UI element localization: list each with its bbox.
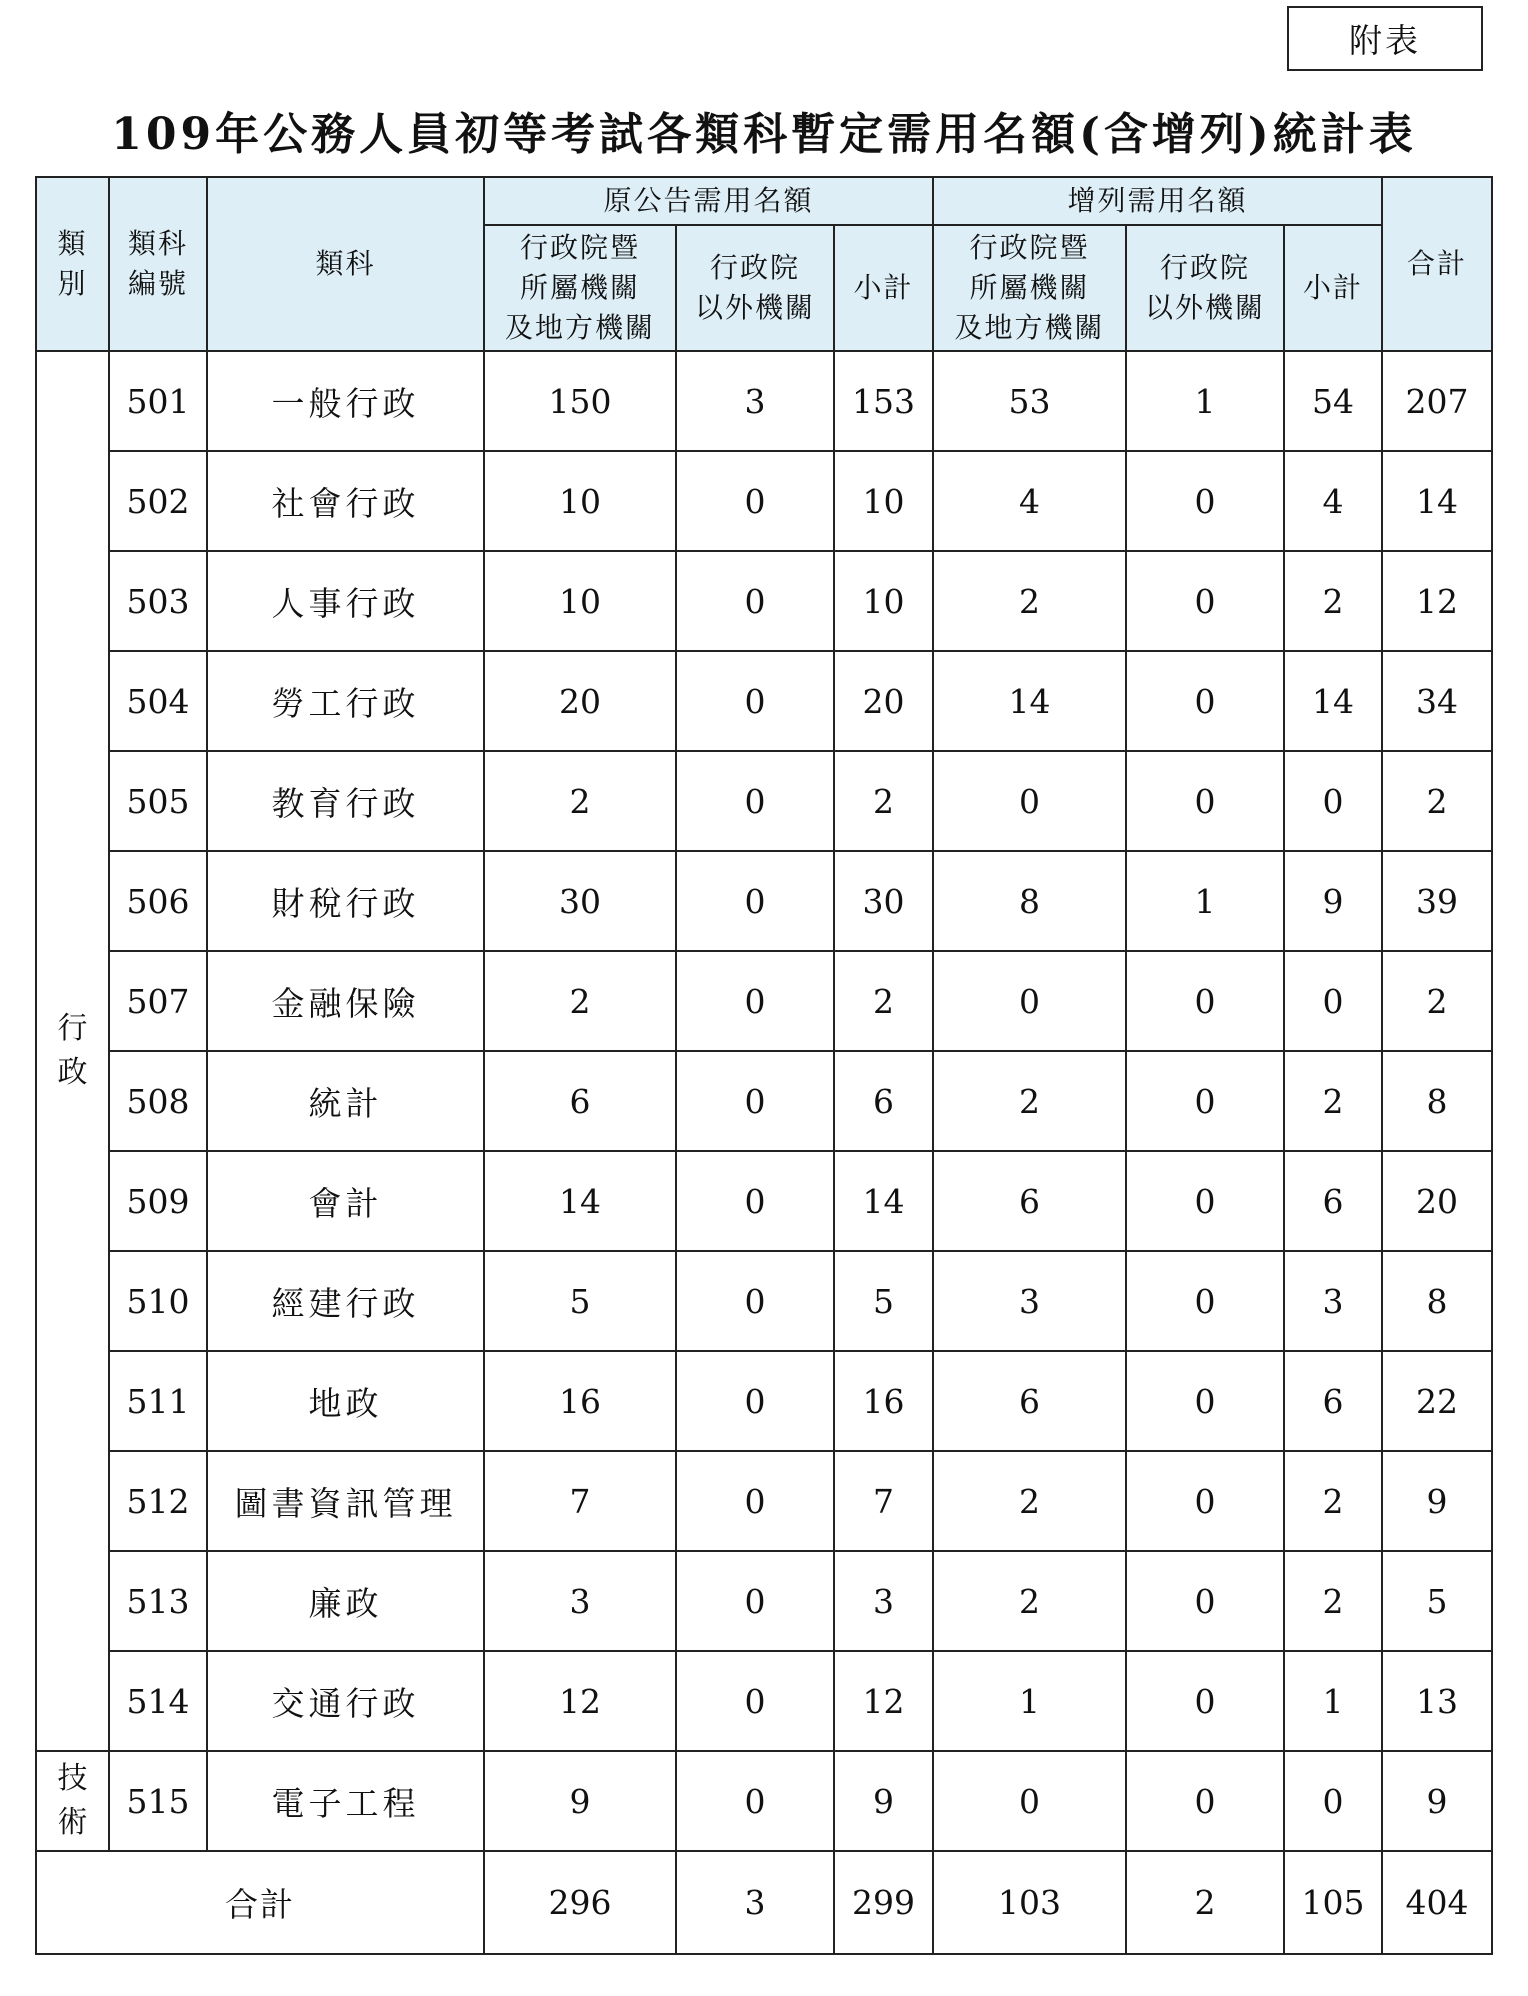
subject-code: 503	[109, 551, 207, 651]
orig-non-exec-cell: 0	[676, 1451, 834, 1551]
add-exec-cell: 0	[933, 951, 1126, 1051]
orig-subtotal-cell: 16	[834, 1351, 933, 1451]
add-exec-cell: 14	[933, 651, 1126, 751]
add-exec-cell: 6	[933, 1351, 1126, 1451]
add-non-exec-cell: 0	[1126, 1351, 1284, 1451]
subject-code: 501	[109, 351, 207, 451]
header-orig-non-exec: 行政院 以外機關	[676, 225, 834, 351]
orig-subtotal-cell: 3	[834, 1551, 933, 1651]
subject-name: 教育行政	[207, 751, 484, 851]
page-title: 109年公務人員初等考試各類科暫定需用名額(含增列)統計表	[111, 109, 1417, 160]
add-non-exec-cell: 0	[1126, 451, 1284, 551]
subject-code: 515	[109, 1751, 207, 1851]
subject-name: 會計	[207, 1151, 484, 1251]
add-exec-cell: 2	[933, 1551, 1126, 1651]
add-non-exec-cell: 0	[1126, 651, 1284, 751]
orig-non-exec-cell: 0	[676, 751, 834, 851]
grand-total-cell: 404	[1382, 1851, 1492, 1954]
total-orig-non-exec-cell: 3	[676, 1851, 834, 1954]
add-exec-cell: 53	[933, 351, 1126, 451]
orig-exec-cell: 3	[484, 1551, 676, 1651]
orig-exec-cell: 30	[484, 851, 676, 951]
add-non-exec-cell: 0	[1126, 751, 1284, 851]
orig-exec-cell: 6	[484, 1051, 676, 1151]
subject-code: 510	[109, 1251, 207, 1351]
header-added-quota: 增列需用名額	[933, 177, 1382, 225]
add-subtotal-cell: 2	[1284, 1051, 1382, 1151]
subject-code: 507	[109, 951, 207, 1051]
table-row	[36, 751, 1492, 851]
table-row	[36, 951, 1492, 1051]
orig-exec-cell: 150	[484, 351, 676, 451]
row-total-cell: 13	[1382, 1651, 1492, 1751]
table-row	[36, 1451, 1492, 1551]
add-non-exec-cell: 0	[1126, 951, 1284, 1051]
add-non-exec-cell: 0	[1126, 1451, 1284, 1551]
row-total-cell: 14	[1382, 451, 1492, 551]
orig-subtotal-cell: 6	[834, 1051, 933, 1151]
header-original-quota: 原公告需用名額	[484, 177, 933, 225]
totals-label: 合計	[36, 1851, 484, 1954]
add-exec-cell: 2	[933, 551, 1126, 651]
subject-code: 502	[109, 451, 207, 551]
row-total-cell: 12	[1382, 551, 1492, 651]
orig-non-exec-cell: 0	[676, 1251, 834, 1351]
add-non-exec-cell: 1	[1126, 851, 1284, 951]
header-add-non-exec: 行政院 以外機關	[1126, 225, 1284, 351]
orig-non-exec-cell: 0	[676, 1551, 834, 1651]
add-exec-cell: 0	[933, 1751, 1126, 1851]
annex-label: 附表	[1287, 6, 1483, 71]
subject-code: 511	[109, 1351, 207, 1451]
add-exec-cell: 4	[933, 451, 1126, 551]
header-orig-subtotal: 小計	[834, 225, 933, 351]
add-non-exec-cell: 0	[1126, 1051, 1284, 1151]
subject-code: 512	[109, 1451, 207, 1551]
subject-code: 505	[109, 751, 207, 851]
orig-non-exec-cell: 0	[676, 951, 834, 1051]
row-total-cell: 8	[1382, 1251, 1492, 1351]
orig-exec-cell: 14	[484, 1151, 676, 1251]
row-total-cell: 5	[1382, 1551, 1492, 1651]
subject-code: 508	[109, 1051, 207, 1151]
subject-code: 509	[109, 1151, 207, 1251]
orig-subtotal-cell: 20	[834, 651, 933, 751]
row-total-cell: 2	[1382, 751, 1492, 851]
header-add-exec-local: 行政院暨 所屬機關 及地方機關	[933, 225, 1126, 351]
add-subtotal-cell: 2	[1284, 1451, 1382, 1551]
add-exec-cell: 8	[933, 851, 1126, 951]
orig-exec-cell: 2	[484, 751, 676, 851]
table-row	[36, 1251, 1492, 1351]
add-subtotal-cell: 2	[1284, 1551, 1382, 1651]
subject-name: 經建行政	[207, 1251, 484, 1351]
add-subtotal-cell: 14	[1284, 651, 1382, 751]
table-body	[36, 351, 1492, 1954]
table-row	[36, 451, 1492, 551]
table-row	[36, 1151, 1492, 1251]
row-total-cell: 9	[1382, 1451, 1492, 1551]
add-non-exec-cell: 0	[1126, 1551, 1284, 1651]
orig-subtotal-cell: 10	[834, 551, 933, 651]
orig-subtotal-cell: 10	[834, 451, 933, 551]
table-row	[36, 1051, 1492, 1151]
orig-non-exec-cell: 0	[676, 1351, 834, 1451]
orig-subtotal-cell: 5	[834, 1251, 933, 1351]
subject-name: 圖書資訊管理	[207, 1451, 484, 1551]
add-exec-cell: 3	[933, 1251, 1126, 1351]
orig-non-exec-cell: 0	[676, 1651, 834, 1751]
orig-exec-cell: 10	[484, 451, 676, 551]
orig-subtotal-cell: 14	[834, 1151, 933, 1251]
header-subject-code: 類科 編號	[109, 177, 207, 351]
add-subtotal-cell: 9	[1284, 851, 1382, 951]
header-add-subtotal: 小計	[1284, 225, 1382, 351]
table-row	[36, 1751, 1492, 1851]
category-admin: 行 政	[36, 351, 109, 1751]
orig-non-exec-cell: 0	[676, 851, 834, 951]
subject-code: 514	[109, 1651, 207, 1751]
orig-subtotal-cell: 30	[834, 851, 933, 951]
header-subject: 類科	[207, 177, 484, 351]
subject-name: 社會行政	[207, 451, 484, 551]
add-exec-cell: 6	[933, 1151, 1126, 1251]
orig-exec-cell: 20	[484, 651, 676, 751]
orig-exec-cell: 12	[484, 1651, 676, 1751]
add-subtotal-cell: 4	[1284, 451, 1382, 551]
orig-non-exec-cell: 0	[676, 451, 834, 551]
subject-code: 504	[109, 651, 207, 751]
add-non-exec-cell: 1	[1126, 351, 1284, 451]
orig-non-exec-cell: 0	[676, 1051, 834, 1151]
add-non-exec-cell: 0	[1126, 1251, 1284, 1351]
add-subtotal-cell: 6	[1284, 1151, 1382, 1251]
subject-code: 513	[109, 1551, 207, 1651]
orig-exec-cell: 7	[484, 1451, 676, 1551]
total-add-non-exec-cell: 2	[1126, 1851, 1284, 1954]
add-subtotal-cell: 0	[1284, 951, 1382, 1051]
table-row	[36, 1651, 1492, 1751]
add-exec-cell: 1	[933, 1651, 1126, 1751]
row-total-cell: 8	[1382, 1051, 1492, 1151]
category-tech: 技 術	[36, 1751, 109, 1851]
add-non-exec-cell: 0	[1126, 1651, 1284, 1751]
row-total-cell: 39	[1382, 851, 1492, 951]
add-exec-cell: 2	[933, 1451, 1126, 1551]
table-row	[36, 551, 1492, 651]
subject-name: 廉政	[207, 1551, 484, 1651]
orig-subtotal-cell: 153	[834, 351, 933, 451]
table-row	[36, 851, 1492, 951]
subject-name: 人事行政	[207, 551, 484, 651]
add-subtotal-cell: 2	[1284, 551, 1382, 651]
orig-non-exec-cell: 0	[676, 1751, 834, 1851]
add-non-exec-cell: 0	[1126, 1151, 1284, 1251]
orig-non-exec-cell: 3	[676, 351, 834, 451]
total-add-subtotal-cell: 105	[1284, 1851, 1382, 1954]
orig-exec-cell: 16	[484, 1351, 676, 1451]
subject-name: 財稅行政	[207, 851, 484, 951]
orig-non-exec-cell: 0	[676, 551, 834, 651]
table-row	[36, 1351, 1492, 1451]
row-total-cell: 207	[1382, 351, 1492, 451]
row-total-cell: 22	[1382, 1351, 1492, 1451]
quota-table	[35, 176, 1493, 1955]
total-orig-exec-cell: 296	[484, 1851, 676, 1954]
row-total-cell: 20	[1382, 1151, 1492, 1251]
orig-exec-cell: 2	[484, 951, 676, 1051]
subject-name: 電子工程	[207, 1751, 484, 1851]
subject-name: 金融保險	[207, 951, 484, 1051]
subject-name: 勞工行政	[207, 651, 484, 751]
totals-row	[36, 1851, 1492, 1954]
add-subtotal-cell: 6	[1284, 1351, 1382, 1451]
table-row	[36, 1551, 1492, 1651]
orig-subtotal-cell: 2	[834, 951, 933, 1051]
add-subtotal-cell: 0	[1284, 1751, 1382, 1851]
table-row	[36, 651, 1492, 751]
row-total-cell: 34	[1382, 651, 1492, 751]
subject-name: 一般行政	[207, 351, 484, 451]
total-orig-subtotal-cell: 299	[834, 1851, 933, 1954]
row-total-cell: 9	[1382, 1751, 1492, 1851]
orig-subtotal-cell: 7	[834, 1451, 933, 1551]
orig-exec-cell: 10	[484, 551, 676, 651]
header-orig-exec-local: 行政院暨 所屬機關 及地方機關	[484, 225, 676, 351]
subject-name: 交通行政	[207, 1651, 484, 1751]
add-exec-cell: 2	[933, 1051, 1126, 1151]
table-row	[36, 351, 1492, 451]
orig-non-exec-cell: 0	[676, 651, 834, 751]
add-non-exec-cell: 0	[1126, 1751, 1284, 1851]
orig-subtotal-cell: 2	[834, 751, 933, 851]
orig-subtotal-cell: 9	[834, 1751, 933, 1851]
header-total: 合計	[1382, 177, 1492, 351]
add-exec-cell: 0	[933, 751, 1126, 851]
header-category: 類 別	[36, 177, 109, 351]
add-subtotal-cell: 54	[1284, 351, 1382, 451]
orig-non-exec-cell: 0	[676, 1151, 834, 1251]
add-subtotal-cell: 3	[1284, 1251, 1382, 1351]
subject-name: 統計	[207, 1051, 484, 1151]
orig-exec-cell: 5	[484, 1251, 676, 1351]
subject-name: 地政	[207, 1351, 484, 1451]
subject-code: 506	[109, 851, 207, 951]
orig-exec-cell: 9	[484, 1751, 676, 1851]
row-total-cell: 2	[1382, 951, 1492, 1051]
add-non-exec-cell: 0	[1126, 551, 1284, 651]
add-subtotal-cell: 0	[1284, 751, 1382, 851]
add-subtotal-cell: 1	[1284, 1651, 1382, 1751]
total-add-exec-cell: 103	[933, 1851, 1126, 1954]
orig-subtotal-cell: 12	[834, 1651, 933, 1751]
